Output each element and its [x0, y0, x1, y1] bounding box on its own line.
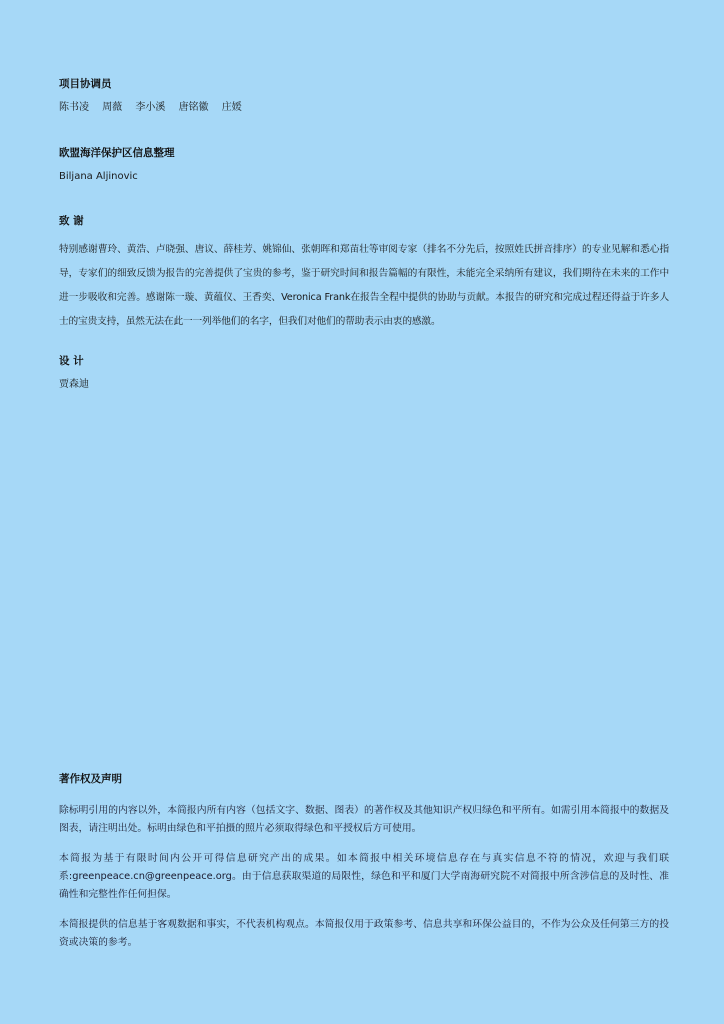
eu-info-section: [59, 146, 669, 184]
copyright-section: [59, 772, 669, 964]
coordinators-section: [59, 77, 669, 115]
acknowledgements-text: 特别感谢曹玲、黄浩、卢晓强、唐议、薛桂芳、姚锦仙、张朝晖和郑苗壮等审阅专家（排名不分先后，按照姓氏拼音排序）的专业见解和悉心指导，专家们的细致反馈为报告的完善提供了宝贵的参考，鉴于研究时间和报告篇幅的有限性，未能完全采纳所有建议，我们期待在未来的工作中进一步吸收和完善。感谢陈一璇、黄蕴仪、王香奕、Veronica Frank在报告全程中提供的协助与贡献。本报告的研究和完成过程还得益于许多人士的宝贵支持，虽然无法在此一一列举他们的名字，但我们对他们的帮助表示由衷的感激。: [59, 244, 669, 327]
acknowledgements-section: [59, 214, 669, 334]
coordinator-name: 庄媛: [221, 102, 242, 113]
coordinator-name: 陈书凌: [59, 102, 89, 113]
acknowledgements-heading: 致 谢: [59, 215, 84, 227]
usage-paragraph: 本简报提供的信息基于客观数据和事实，不代表机构观点。本简报仅用于政策参考、信息共享和环保公益目的，不作为公众及任何第三方的投资或决策的参考。: [59, 919, 669, 948]
coordinators-heading: 项目协调员: [59, 78, 112, 90]
coordinator-name: 周薇: [102, 102, 123, 113]
disclaimer-paragraph: 本简报为基于有限时间内公开可得信息研究产出的成果。如本简报中相关环境信息存在与真实信息不符的情况，欢迎与我们联系:greenpeace.cn@greenpeace.org。由于信息获取渠道的局限性，绿色和平和厦门大学南海研究院不对简报中所含涉信息的及时性、准确性和完整性作任何担保。: [59, 853, 669, 900]
coordinator-name: 李小溪: [135, 102, 166, 113]
design-heading: 设 计: [59, 355, 84, 367]
coordinator-name: 唐铭徽: [178, 102, 209, 113]
eu-info-name: Biljana Aljinovic: [59, 171, 138, 182]
design-section: [59, 354, 669, 392]
coordinators-names: [59, 101, 669, 115]
copyright-paragraph: 除标明引用的内容以外，本简报内所有内容（包括文字、数据、图表）的著作权及其他知识产权归绿色和平所有。如需引用本简报中的数据及图表，请注明出处。标明由绿色和平拍摄的照片必须取得绿色和平授权后方可使用。: [59, 805, 669, 834]
copyright-heading: 著作权及声明: [59, 773, 122, 785]
eu-info-heading: 欧盟海洋保护区信息整理: [59, 147, 175, 159]
designer-name: 贾森迪: [59, 379, 89, 390]
